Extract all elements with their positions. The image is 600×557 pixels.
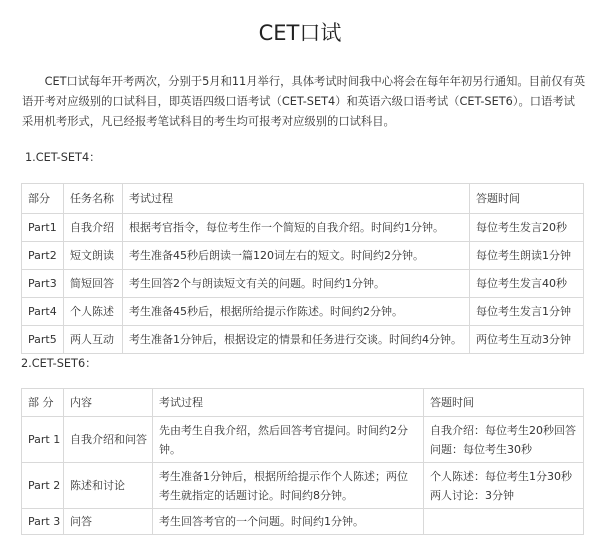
process-cell: 考生回答考官的一个问题。时间约1分钟。 (153, 509, 424, 535)
time-cell: 两位考生互动3分钟 (470, 326, 584, 354)
part-cell: Part5 (22, 326, 64, 354)
set4-heading: 1.CET-SET4： (25, 151, 101, 164)
column-header: 答题时间 (424, 389, 584, 417)
process-cell: 考生准备45秒后朗读一篇120词左右的短文。时间约2分钟。 (123, 242, 470, 270)
part-cell: Part3 (22, 270, 64, 298)
time-cell: 每位考生发言20秒 (470, 214, 584, 242)
part-cell: Part2 (22, 242, 64, 270)
table-row (22, 214, 584, 242)
column-header: 考试过程 (123, 184, 470, 214)
task-cell: 自我介绍 (64, 214, 123, 242)
content-cell: 陈述和讨论 (64, 463, 153, 509)
column-header: 部分 (22, 184, 64, 214)
column-header: 任务名称 (64, 184, 123, 214)
set6-table (21, 388, 584, 535)
table-row (22, 326, 584, 354)
time-cell: 每位考生发言1分钟 (470, 298, 584, 326)
process-cell: 考生准备1分钟后，根据设定的情景和任务进行交谈。时间约4分钟。 (123, 326, 470, 354)
part-cell: Part 1 (22, 417, 64, 463)
table-row (22, 242, 584, 270)
table-row (22, 463, 584, 509)
process-cell: 先由考生自我介绍，然后回答考官提问。时间约2分钟。 (153, 417, 424, 463)
task-cell: 个人陈述 (64, 298, 123, 326)
part-cell: Part 2 (22, 463, 64, 509)
set6-heading: 2.CET-SET6： (21, 357, 97, 370)
table-header-row (22, 389, 584, 417)
part-cell: Part 3 (22, 509, 64, 535)
process-cell: 考生准备45秒后，根据所给提示作陈述。时间约2分钟。 (123, 298, 470, 326)
time-cell: 自我介绍：每位考生20秒回答问题：每位考生30秒 (424, 417, 584, 463)
column-header: 部 分 (22, 389, 64, 417)
process-cell: 根据考官指令，每位考生作一个简短的自我介绍。时间约1分钟。 (123, 214, 470, 242)
time-cell (424, 509, 584, 535)
table-row (22, 417, 584, 463)
process-cell: 考生回答2个与朗读短文有关的问题。时间约1分钟。 (123, 270, 470, 298)
time-cell: 每位考生发言40秒 (470, 270, 584, 298)
time-cell: 每位考生朗读1分钟 (470, 242, 584, 270)
table-row (22, 298, 584, 326)
task-cell: 两人互动 (64, 326, 123, 354)
part-cell: Part1 (22, 214, 64, 242)
column-header: 考试过程 (153, 389, 424, 417)
table-row (22, 509, 584, 535)
content-cell: 自我介绍和问答 (64, 417, 153, 463)
time-cell: 个人陈述：每位考生1分30秒两人讨论：3分钟 (424, 463, 584, 509)
table-header-row (22, 184, 584, 214)
set4-table (21, 183, 584, 354)
column-header: 内容 (64, 389, 153, 417)
process-cell: 考生准备1分钟后，根据所给提示作个人陈述；两位考生就指定的话题讨论。时间约8分钟。 (153, 463, 424, 509)
task-cell: 短文朗读 (64, 242, 123, 270)
table-row (22, 270, 584, 298)
part-cell: Part4 (22, 298, 64, 326)
content-cell: 问答 (64, 509, 153, 535)
column-header: 答题时间 (470, 184, 584, 214)
intro-paragraph: CET口试每年开考两次，分别于5月和11月举行，具体考试时间我中心将会在每年年初另行通知。目前仅有英语开考对应级别的口试科目，即英语四级口语考试（CET-SET4）和英语六级口语考试（CET-SET6）。口语考试采用机考形式，凡已经报考笔试科目的考生均可报考对应级别的口试科目。 (22, 75, 586, 128)
page-title: CET口试 (258, 21, 342, 45)
task-cell: 简短回答 (64, 270, 123, 298)
